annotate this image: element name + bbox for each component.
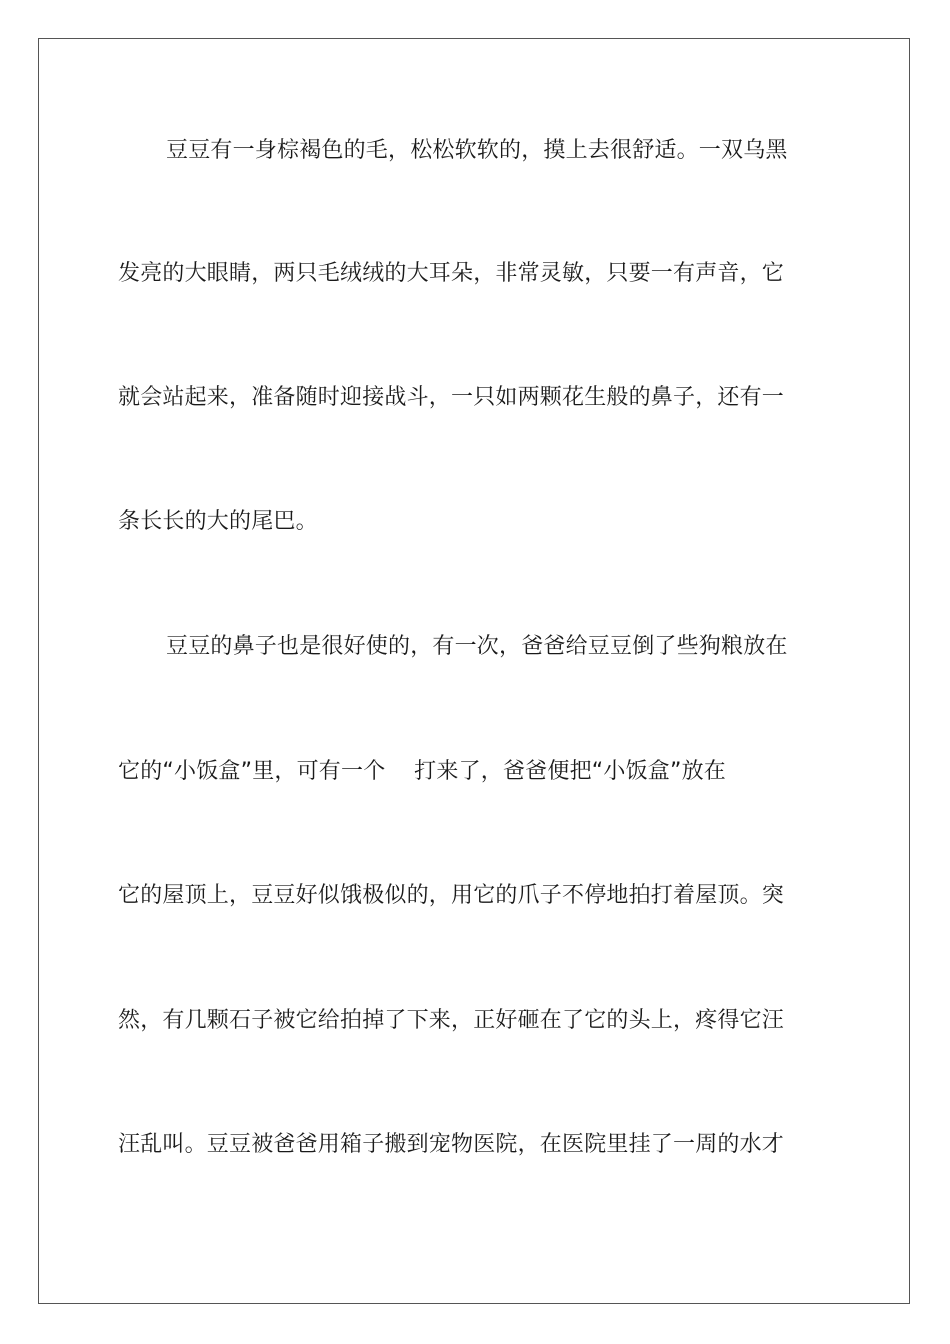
text-line: 它的“小饭盒”里，可有一个 打来了，爸爸便把“小饭盒”放在 [118, 759, 726, 784]
text-line: 条长长的大的尾巴。 [118, 509, 318, 534]
text-line: 豆豆的鼻子也是很好使的，有一次，爸爸给豆豆倒了些狗粮放在 [166, 634, 788, 659]
text-line: 就会站起来，准备随时迎接战斗，一只如两颗花生般的鼻子，还有一 [118, 385, 785, 410]
text-line: 发亮的大眼睛，两只毛绒绒的大耳朵，非常灵敏，只要一有声音，它 [118, 261, 785, 286]
text-line: 它的屋顶上，豆豆好似饿极似的，用它的爪子不停地拍打着屋顶。突 [118, 883, 785, 908]
text-line: 汪乱叫。豆豆被爸爸用箱子搬到宠物医院，在医院里挂了一周的水才 [118, 1132, 785, 1157]
text-line: 豆豆有一身棕褐色的毛，松松软软的，摸上去很舒适。一双乌黑 [166, 138, 788, 163]
page-border [38, 38, 910, 1304]
text-line: 然，有几颗石子被它给拍掉了下来，正好砸在了它的头上，疼得它汪 [118, 1008, 785, 1033]
